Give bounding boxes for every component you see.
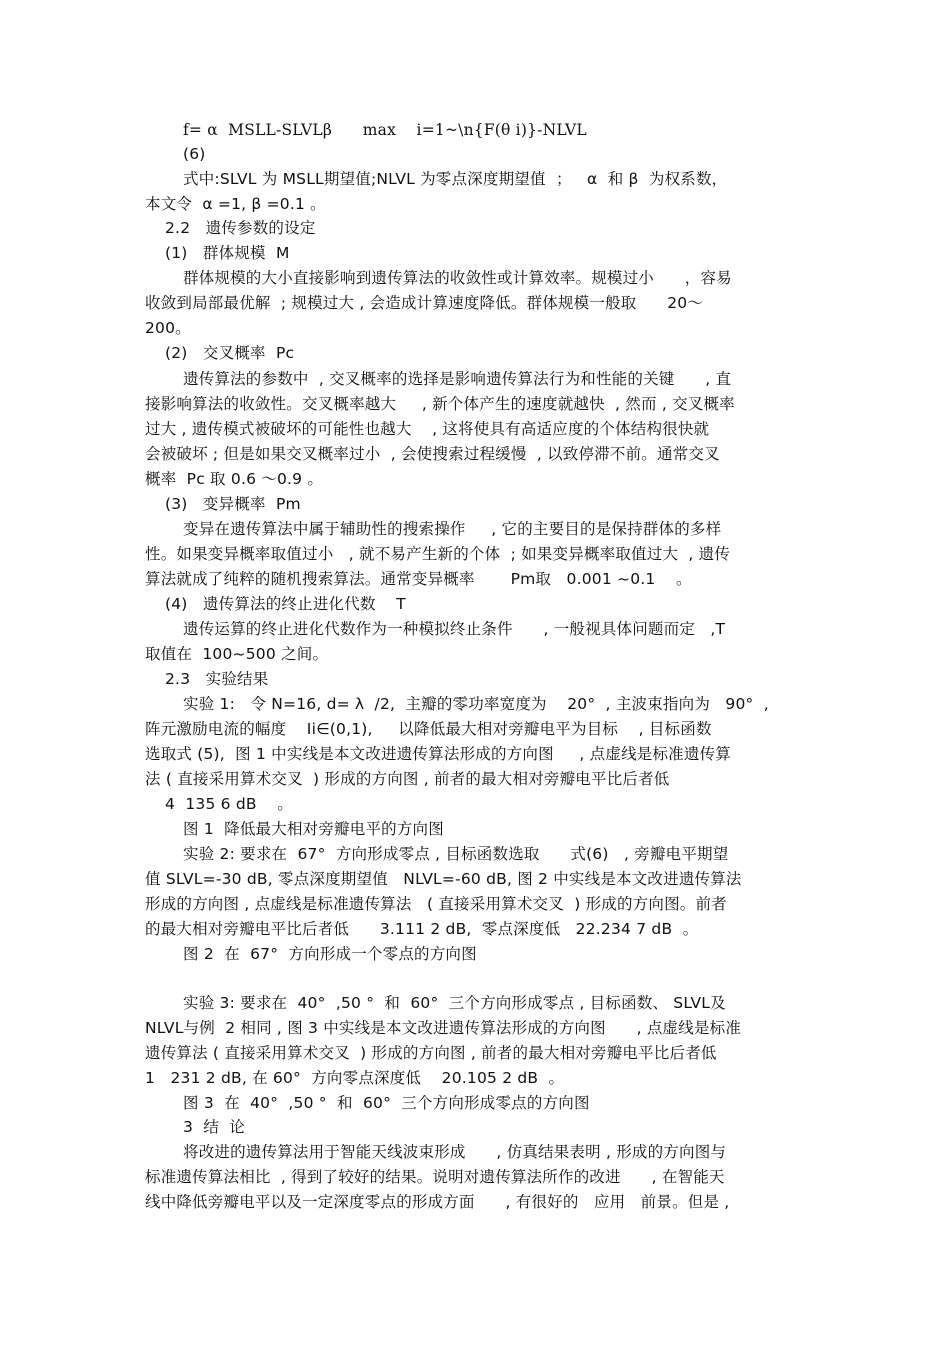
paragraph-line: 式中:SLVL 为 MSLL期望值;NLVL 为零点深度期望值 ； α 和 β 为权系数， — [183, 170, 728, 188]
paragraph-line: 的最大相对旁瓣电平比后者低 3.111 2 dB, 零点深度低 22.234 7 dB 。 — [145, 920, 699, 938]
paragraph-line: 实验 2: 要求在 67° 方向形成零点 , 目标函数选取 式(6) , 旁瓣电平期望 — [183, 845, 729, 863]
paragraph-line: 4 135 6 dB 。 — [165, 795, 293, 813]
paragraph-line: 取值在 100~500 之间。 — [145, 645, 329, 663]
paragraph-line: 值 SLVL=-30 dB, 零点深度期望值 NLVL=-60 dB, 图 2 中实线是本文改进遗传算法 — [145, 870, 742, 888]
paragraph-line: 算法就成了纯粹的随机搜索算法。通常变异概率 Pm取 0.001 ~0.1 。 — [145, 570, 692, 588]
subsection-heading: (2) 交叉概率 Pc — [165, 344, 295, 362]
figure-1-caption: 图 1 降低最大相对旁瓣电平的方向图 — [183, 820, 444, 838]
paragraph-line: NLVL与例 2 相同 , 图 3 中实线是本文改进遗传算法形成的方向图 , 点虚线是标准 — [145, 1019, 742, 1037]
section-heading: 2.3 实验结果 — [165, 670, 269, 688]
paragraph-line: 200。 — [145, 319, 191, 337]
paragraph-line: 阵元激励电流的幅度 Ii∈(0,1), 以降低最大相对旁瓣电平为目标 , 目标函数 — [145, 720, 712, 738]
paragraph-line: 将改进的遗传算法用于智能天线波束形成 , 仿真结果表明 , 形成的方向图与 — [183, 1143, 727, 1161]
paragraph-line: 实验 1: 令 N=16, d= λ /2, 主瓣的零功率宽度为 20° , 主波束指向为 90° , — [183, 695, 769, 713]
subsection-heading: (1) 群体规模 M — [165, 244, 290, 262]
paragraph-line: 本文令 α =1, β =0.1 。 — [145, 195, 326, 213]
paragraph-line: 群体规模的大小直接影响到遗传算法的收敛性或计算效率。规模过小 ，容易 — [183, 269, 732, 287]
paragraph-line: 标准遗传算法相比 , 得到了较好的结果。说明对遗传算法所作的改进 , 在智能天 — [145, 1168, 725, 1186]
formula-6: f= α MSLL-SLVLβ max i=1~\n{F(θ i)}-NLVL — [183, 121, 587, 139]
paragraph-line: 实验 3: 要求在 40° ,50 ° 和 60° 三个方向形成零点 , 目标函数、 SLVL及 — [183, 994, 726, 1012]
paragraph-line: 遗传运算的终止进化代数作为一种模拟终止条件 , 一般视具体问题而定 ,T — [183, 620, 726, 638]
paragraph-line: 遗传算法 ( 直接采用算术交叉 ) 形成的方向图 , 前者的最大相对旁瓣电平比后者低 — [145, 1044, 717, 1062]
paragraph-line: 遗传算法的参数中 , 交叉概率的选择是影响遗传算法行为和性能的关键 , 直 — [183, 370, 732, 388]
paragraph-line: 1 231 2 dB, 在 60° 方向零点深度低 20.105 2 dB 。 — [145, 1069, 565, 1087]
paragraph-line: 法 ( 直接采用算术交叉 ) 形成的方向图 , 前者的最大相对旁瓣电平比后者低 — [145, 770, 670, 788]
subsection-heading: (4) 遗传算法的终止进化代数 T — [165, 595, 406, 613]
subsection-heading: (3) 变异概率 Pm — [165, 495, 301, 513]
paragraph-line: 接影响算法的收敛性。交叉概率越大 , 新个体产生的速度就越快 , 然而 , 交叉概率 — [145, 395, 735, 413]
paragraph-line: 变异在遗传算法中属于辅助性的搜索操作 , 它的主要目的是保持群体的多样 — [183, 520, 722, 538]
section-heading: 2.2 遗传参数的设定 — [165, 219, 316, 237]
paragraph-line: 过大 , 遗传模式被破坏的可能性也越大 , 这将使具有高适应度的个体结构很快就 — [145, 420, 710, 438]
section-heading: 3 结 论 — [183, 1118, 245, 1136]
paragraph-line: 性。如果变异概率取值过小 , 就不易产生新的个体 ; 如果变异概率取值过大 , 遗传 — [145, 545, 731, 563]
paragraph-line: 概率 Pc 取 0.6 ～0.9 。 — [145, 470, 324, 488]
paragraph-line: 选取式 (5), 图 1 中实线是本文改进遗传算法形成的方向图 , 点虚线是标准遗传算 — [145, 745, 731, 763]
equation-number: (6) — [183, 145, 206, 163]
paragraph-line: 形成的方向图 , 点虚线是标准遗传算法 ( 直接采用算术交叉 ) 形成的方向图。前者 — [145, 895, 727, 913]
paragraph-line: 会被破坏 ; 但是如果交叉概率过小 , 会使搜索过程缓慢 , 以致停滞不前。通常交叉 — [145, 445, 720, 463]
figure-3-caption: 图 3 在 40° ,50 ° 和 60° 三个方向形成零点的方向图 — [183, 1094, 590, 1112]
figure-2-caption: 图 2 在 67° 方向形成一个零点的方向图 — [183, 945, 477, 963]
paragraph-line: 线中降低旁瓣电平以及一定深度零点的形成方面 , 有很好的 应用 前景。但是 , — [145, 1193, 730, 1211]
paragraph-line: 收敛到局部最优解 ; 规模过大 , 会造成计算速度降低。群体规模一般取 20～ — [145, 294, 704, 312]
